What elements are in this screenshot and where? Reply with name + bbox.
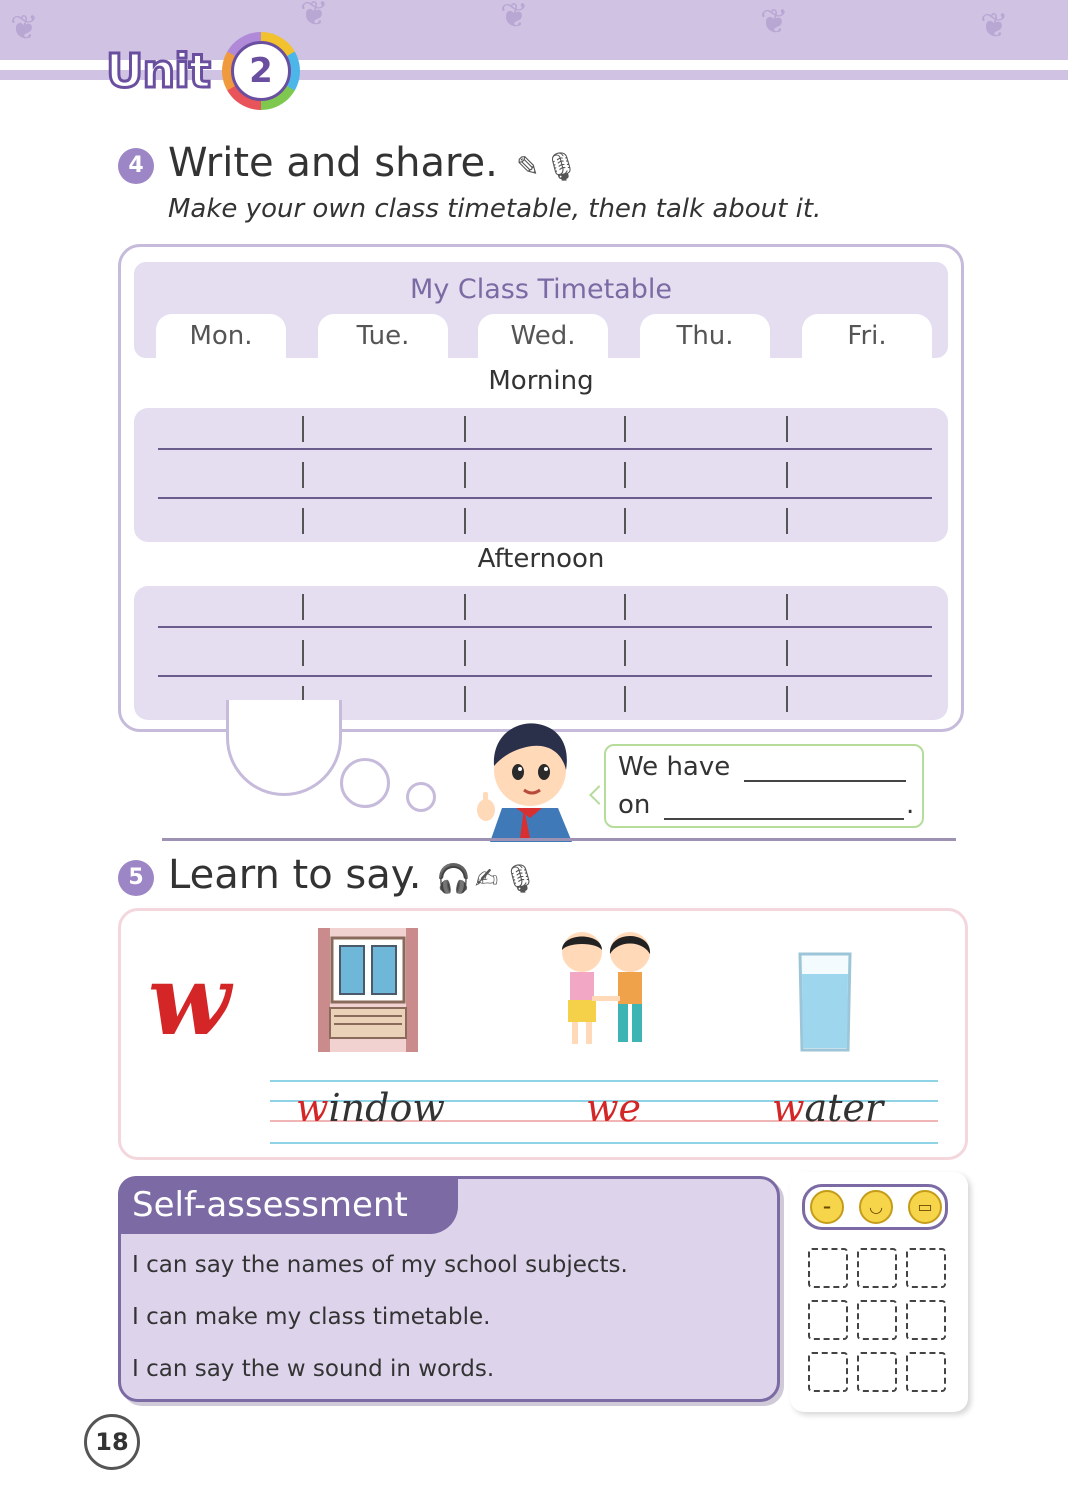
column-divider xyxy=(464,640,466,666)
column-divider xyxy=(624,508,626,534)
water-glass-illustration xyxy=(796,950,854,1054)
unit-number: 2 xyxy=(231,41,291,101)
thought-bubble-tail xyxy=(226,700,342,796)
handwriting-guide-line xyxy=(270,1142,938,1144)
speech-line-2: on xyxy=(618,790,651,820)
checkbox-grin-2[interactable] xyxy=(906,1300,946,1340)
checkbox-neutral-1[interactable] xyxy=(808,1248,848,1288)
writing-line[interactable] xyxy=(158,626,932,628)
timetable-title: My Class Timetable xyxy=(410,274,672,305)
neutral-face-icon: – xyxy=(810,1190,844,1224)
word-window: window xyxy=(296,1086,445,1130)
column-divider xyxy=(464,462,466,488)
section-title: Write and share. xyxy=(168,140,498,186)
butterfly-icon: ❦ xyxy=(300,0,329,34)
column-divider xyxy=(464,416,466,442)
column-divider xyxy=(302,462,304,488)
butterfly-icon: ❦ xyxy=(760,2,789,42)
writing-hand-icon: ✍ xyxy=(474,862,503,895)
self-assessment-item: I can say the w sound in words. xyxy=(132,1356,495,1382)
column-divider xyxy=(624,594,626,620)
writing-line[interactable] xyxy=(158,497,932,499)
page-number: 18 xyxy=(84,1414,140,1470)
day-tab-thu: Thu. xyxy=(640,314,770,358)
column-divider xyxy=(464,594,466,620)
writing-line[interactable] xyxy=(158,675,932,677)
focus-letter: w xyxy=(148,944,231,1057)
afternoon-label: Afternoon xyxy=(477,544,605,574)
activity-icons xyxy=(436,862,542,895)
writing-line[interactable] xyxy=(158,448,932,450)
two-girls-illustration xyxy=(552,926,662,1052)
column-divider xyxy=(786,462,788,488)
butterfly-icon: ❦ xyxy=(10,8,39,48)
thought-dot-large xyxy=(340,758,390,808)
speech-blank-1[interactable] xyxy=(744,780,906,782)
word-we: we xyxy=(586,1086,642,1130)
column-divider xyxy=(464,508,466,534)
column-divider xyxy=(786,416,788,442)
column-divider xyxy=(302,508,304,534)
smiling-face-icon: ◡ xyxy=(859,1190,893,1224)
column-divider xyxy=(786,686,788,712)
section-number: 5 xyxy=(118,860,154,896)
self-assessment-item: I can say the names of my school subjects. xyxy=(132,1252,628,1278)
activity-icons xyxy=(516,150,583,183)
checkbox-grin-3[interactable] xyxy=(906,1352,946,1392)
column-divider xyxy=(786,508,788,534)
checkbox-grin-1[interactable] xyxy=(906,1248,946,1288)
speech-blank-2[interactable] xyxy=(664,818,904,820)
day-tab-wed: Wed. xyxy=(478,314,608,358)
microphone-icon: 🎙 xyxy=(502,862,542,895)
instruction-text: Make your own class timetable, then talk about it. xyxy=(168,194,822,224)
speech-period: . xyxy=(906,790,915,820)
section-number: 4 xyxy=(118,148,154,184)
handwriting-guide-line xyxy=(270,1080,938,1082)
column-divider xyxy=(786,594,788,620)
microphone-icon: 🎙 xyxy=(543,150,584,183)
thought-dot-small xyxy=(406,782,436,812)
checkbox-smile-2[interactable] xyxy=(857,1300,897,1340)
column-divider xyxy=(786,640,788,666)
checkbox-neutral-2[interactable] xyxy=(808,1300,848,1340)
column-divider xyxy=(302,640,304,666)
column-divider xyxy=(624,686,626,712)
pencil-icon: ✎ xyxy=(516,150,544,183)
unit-label: Unit xyxy=(106,44,210,98)
day-tab-mon: Mon. xyxy=(156,314,286,358)
checkbox-smile-3[interactable] xyxy=(857,1352,897,1392)
window-illustration xyxy=(318,928,418,1052)
day-tab-fri: Fri. xyxy=(802,314,932,358)
boy-illustration xyxy=(462,712,592,842)
grinning-face-icon: ▭ xyxy=(908,1190,942,1224)
word-water: water xyxy=(772,1086,884,1130)
column-divider xyxy=(302,416,304,442)
checkbox-neutral-3[interactable] xyxy=(808,1352,848,1392)
self-assessment-item: I can make my class timetable. xyxy=(132,1304,491,1330)
column-divider xyxy=(624,462,626,488)
headphones-icon: 🎧 xyxy=(436,862,475,895)
section-title: Learn to say. xyxy=(168,852,422,898)
checkbox-smile-1[interactable] xyxy=(857,1248,897,1288)
morning-grid xyxy=(134,408,948,542)
self-assessment-title: Self-assessment xyxy=(118,1176,458,1234)
column-divider xyxy=(464,686,466,712)
butterfly-icon: ❦ xyxy=(500,0,529,36)
column-divider xyxy=(624,416,626,442)
column-divider xyxy=(624,640,626,666)
speech-box xyxy=(604,744,924,828)
butterfly-icon: ❦ xyxy=(980,6,1009,46)
column-divider xyxy=(302,594,304,620)
unit-number-badge xyxy=(222,32,300,110)
section-divider xyxy=(162,838,956,841)
day-tab-tue: Tue. xyxy=(318,314,448,358)
morning-label: Morning xyxy=(488,366,594,396)
speech-line-1: We have xyxy=(618,752,731,782)
